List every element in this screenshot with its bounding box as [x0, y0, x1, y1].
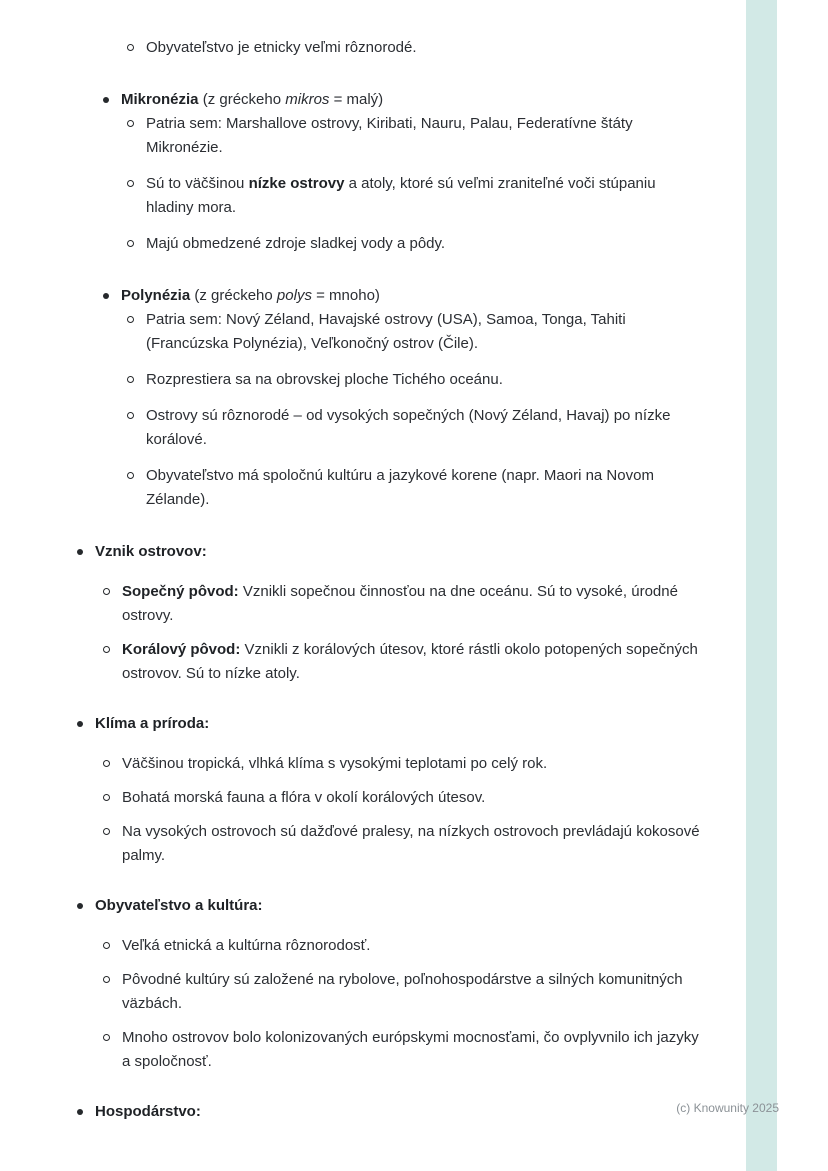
list-item-text	[95, 540, 700, 564]
list-item	[0, 404, 700, 452]
bullet-disc-icon	[77, 903, 83, 909]
bullet-circle-icon	[127, 472, 134, 479]
list-item-text	[122, 968, 700, 1016]
text-segment: Mikronézia	[121, 91, 199, 108]
text-segment: Veľká etnická a kultúrna rôznorodosť.	[122, 937, 371, 954]
list-item	[0, 172, 700, 220]
list-item	[0, 308, 700, 356]
list-item-text	[122, 580, 700, 628]
bullet-circle-icon	[127, 120, 134, 127]
text-segment: Bohatá morská fauna a flóra v okolí korálových útesov.	[122, 789, 486, 806]
bullet-circle-icon	[103, 1034, 110, 1041]
text-segment: (z gréckeho	[190, 287, 277, 304]
list-item	[0, 820, 700, 868]
bullet-circle-icon	[127, 44, 134, 51]
bullet-circle-icon	[127, 412, 134, 419]
bullet-disc-icon	[77, 549, 83, 555]
list-item-text	[146, 172, 700, 220]
list-item	[0, 36, 700, 60]
list-item-text	[95, 894, 700, 918]
list-item-text	[121, 284, 700, 308]
bullet-disc-icon	[77, 1109, 83, 1115]
list-item	[0, 752, 700, 776]
text-segment: Majú obmedzené zdroje sladkej vody a pôdy.	[146, 235, 446, 252]
text-segment: Patria sem: Marshallove ostrovy, Kiribati, Nauru, Palau, Federatívne štáty Mikronézie.	[146, 115, 633, 156]
text-segment: a atoly, ktoré sú veľmi zraniteľné voči stúpaniu hladiny mora.	[146, 175, 656, 216]
document-content	[0, 36, 700, 1140]
text-segment: Pôvodné kultúry sú založené na rybolove, poľnohospodárstve a silných komunitných väzbách.	[122, 971, 683, 1012]
text-segment: Sú to väčšinou	[146, 175, 249, 192]
list-item	[0, 112, 700, 160]
list-item	[0, 934, 700, 958]
accent-stripe	[746, 0, 777, 1171]
bullet-disc-icon	[103, 97, 109, 103]
text-segment: Rozprestiera sa na obrovskej ploche Tichého oceánu.	[146, 371, 503, 388]
text-segment: Obyvateľstvo je etnicky veľmi rôznorodé.	[146, 39, 417, 56]
list-item	[0, 638, 700, 686]
text-segment: Korálový pôvod:	[122, 641, 241, 658]
list-item	[0, 232, 700, 256]
text-segment: Hospodárstvo:	[95, 1103, 201, 1120]
list-item-text	[122, 1026, 700, 1074]
text-segment: polys	[276, 287, 312, 304]
list-item	[0, 284, 700, 308]
list-item	[0, 88, 700, 112]
list-item	[0, 968, 700, 1016]
list-item	[0, 580, 700, 628]
list-item	[0, 1026, 700, 1074]
text-segment: Vznikli sopečnou činnosťou na dne oceánu. Sú to vysoké, úrodné ostrovy.	[122, 583, 678, 624]
bullet-circle-icon	[103, 646, 110, 653]
list-item	[0, 540, 700, 564]
list-item-text	[146, 36, 700, 60]
bullet-disc-icon	[103, 293, 109, 299]
text-segment: Ostrovy sú rôznorodé – od vysokých sopečných (Nový Zéland, Havaj) po nízke korálové.	[146, 407, 671, 448]
bullet-circle-icon	[103, 588, 110, 595]
list-item	[0, 1100, 700, 1124]
list-item	[0, 464, 700, 512]
text-segment: Na vysokých ostrovoch sú dažďové pralesy, na nízkych ostrovoch prevládajú kokosové palmy.	[122, 823, 700, 864]
list-item-text	[95, 1100, 700, 1124]
list-item-text	[146, 404, 700, 452]
bullet-disc-icon	[77, 721, 83, 727]
text-segment: = malý)	[329, 91, 384, 108]
bullet-circle-icon	[127, 376, 134, 383]
text-segment: Väčšinou tropická, vlhká klíma s vysokými teplotami po celý rok.	[122, 755, 548, 772]
bullet-circle-icon	[103, 794, 110, 801]
list-item-text	[146, 464, 700, 512]
text-segment: Vznik ostrovov:	[95, 543, 207, 560]
list-item	[0, 712, 700, 736]
text-segment: Klíma a príroda:	[95, 715, 210, 732]
text-segment: Vznikli z korálových útesov, ktoré rástli okolo potopených sopečných ostrovov. Sú to nízke atoly.	[122, 641, 698, 682]
bullet-circle-icon	[103, 828, 110, 835]
text-segment: = mnoho)	[311, 287, 380, 304]
list-item-text	[122, 752, 700, 776]
text-segment: mikros	[285, 91, 330, 108]
list-item-text	[122, 638, 700, 686]
list-item-text	[146, 368, 700, 392]
list-item-text	[122, 786, 700, 810]
list-item-text	[122, 934, 700, 958]
text-segment: Obyvateľstvo má spoločnú kultúru a jazykové korene (napr. Maori na Novom Zélande).	[146, 467, 654, 508]
list-item	[0, 786, 700, 810]
bullet-circle-icon	[127, 180, 134, 187]
list-item-text	[146, 112, 700, 160]
text-segment: nízke ostrovy	[248, 175, 345, 192]
bullet-circle-icon	[103, 976, 110, 983]
text-segment: Polynézia	[121, 287, 191, 304]
bullet-circle-icon	[127, 240, 134, 247]
footer-copyright: (c) Knowunity 2025	[676, 1101, 779, 1115]
bullet-circle-icon	[103, 760, 110, 767]
text-segment: (z gréckeho	[198, 91, 286, 108]
list-item	[0, 368, 700, 392]
list-item-text	[146, 232, 700, 256]
list-item-text	[146, 308, 700, 356]
list-item-text	[121, 88, 700, 112]
bullet-circle-icon	[127, 316, 134, 323]
list-item-text	[122, 820, 700, 868]
text-segment: Obyvateľstvo a kultúra:	[95, 897, 263, 914]
list-item-text	[95, 712, 700, 736]
bullet-circle-icon	[103, 942, 110, 949]
text-segment: Patria sem: Nový Zéland, Havajské ostrovy (USA), Samoa, Tonga, Tahiti (Francúzska Polynézia), Veľkonočný ostrov (Čile).	[146, 311, 626, 352]
list-item	[0, 894, 700, 918]
text-segment: Sopečný pôvod:	[122, 583, 239, 600]
text-segment: Mnoho ostrovov bolo kolonizovaných európskymi mocnosťami, čo ovplyvnilo ich jazyky a spoločnosť.	[122, 1029, 699, 1070]
